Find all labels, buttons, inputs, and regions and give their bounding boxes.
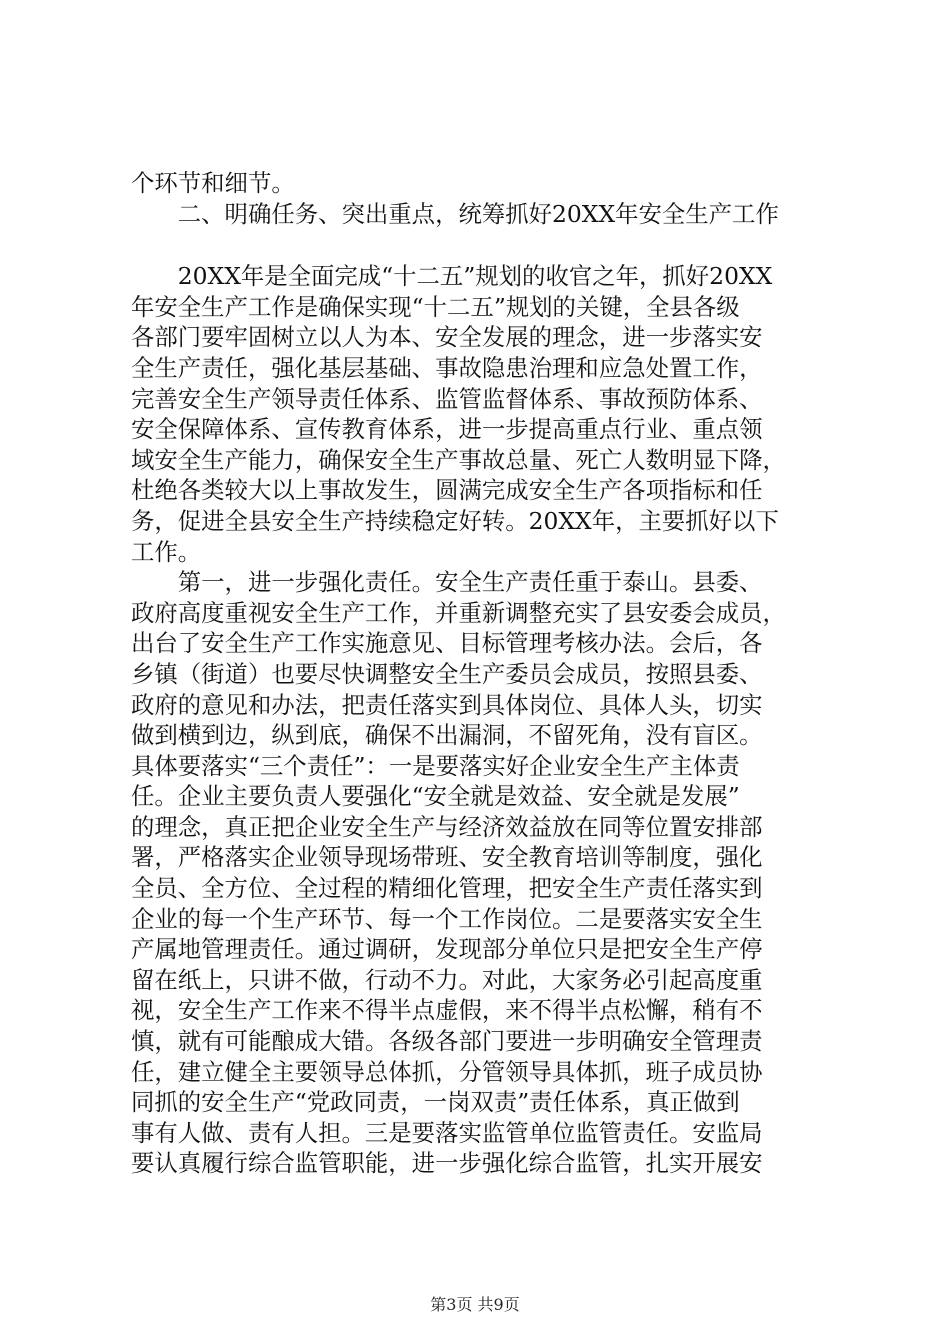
document-body (131, 168, 831, 1179)
text-line: 视，安全生产工作来不得半点虚假，来不得半点松懈，稍有不 (131, 996, 763, 1025)
text-line: 产属地管理责任。通过调研，发现部分单位只是把安全生产停 (131, 935, 763, 964)
text-line: 各部门要牢固树立以人为本、安全发展的理念，进一步落实安 (131, 323, 763, 352)
text-line: 同抓的安全生产“党政同责，一岗双责”责任体系，真正做到 (131, 1088, 740, 1117)
text-line: 慎，就有可能酿成大错。各级各部门要进一步明确安全管理责 (131, 1027, 763, 1056)
text-line: 安全保障体系、宣传教育体系，进一步提高重点行业、重点领 (131, 415, 763, 444)
text-line: 的理念，真正把企业安全生产与经济效益放在同等位置安排部 (131, 812, 763, 841)
text-line: 务，促进全县安全生产持续稳定好转。20XX年，主要抓好以下 (131, 506, 779, 535)
text-line: 杜绝各类较大以上事故发生，圆满完成安全生产各项指标和任 (131, 476, 763, 505)
text-line: 工作。 (131, 537, 202, 566)
text-line: 做到横到边，纵到底，确保不出漏洞，不留死角，没有盲区。 (131, 721, 763, 750)
text-line: 任。企业主要负责人要强化“安全就是效益、安全就是发展” (131, 782, 740, 811)
text-line: 任，建立健全主要领导总体抓，分管领导具体抓，班子成员协 (131, 1057, 763, 1086)
text-line: 政府的意见和办法，把责任落实到具体岗位、具体人头，切实 (131, 690, 763, 719)
text-line: 全生产责任，强化基层基础、事故隐患治理和应急处置工作， (131, 353, 763, 382)
text-line: 年安全生产工作是确保实现“十二五”规划的关键，全县各级 (131, 292, 740, 321)
text-line: 事有人做、责有人担。三是要落实监管单位监管责任。安监局 (131, 1118, 763, 1147)
text-line: 署，严格落实企业领导现场带班、安全教育培训等制度，强化 (131, 843, 763, 872)
text-line: 出台了安全生产工作实施意见、目标管理考核办法。会后，各 (131, 629, 763, 658)
text-line: 企业的每一个生产环节、每一个工作岗位。二是要落实安全生 (131, 904, 763, 933)
text-line: 政府高度重视安全生产工作，并重新调整充实了县安委会成员， (131, 598, 786, 627)
text-line: 完善安全生产领导责任体系、监管监督体系、事故预防体系、 (131, 384, 763, 413)
text-line: 域安全生产能力，确保安全生产事故总量、死亡人数明显下降， (131, 445, 786, 474)
text-line: 乡镇（街道）也要尽快调整安全生产委员会成员，按照县委、 (131, 659, 763, 688)
text-line: 具体要落实“三个责任”：一是要落实好企业安全生产主体责 (131, 751, 740, 780)
paragraph (131, 261, 831, 1179)
text-line: 全员、全方位、全过程的精细化管理，把安全生产责任落实到 (131, 874, 763, 903)
text-line: 第一，进一步强化责任。安全生产责任重于泰山。县委、 (131, 568, 763, 597)
text-line: 要认真履行综合监管职能，进一步强化综合监管，扎实开展安 (131, 1149, 763, 1178)
text-line: 20XX年是全面完成“十二五”规划的收官之年，抓好20XX (131, 262, 773, 291)
page-footer: 第3页 共9页 (430, 1295, 520, 1314)
text-line: 个环节和细节。 (131, 169, 295, 197)
text-line: 留在纸上，只讲不做，行动不力。对此，大家务必引起高度重 (131, 965, 763, 994)
spacer (131, 229, 831, 261)
section-heading: 二、明确任务、突出重点，统筹抓好20XX年安全生产工作 (131, 199, 779, 228)
